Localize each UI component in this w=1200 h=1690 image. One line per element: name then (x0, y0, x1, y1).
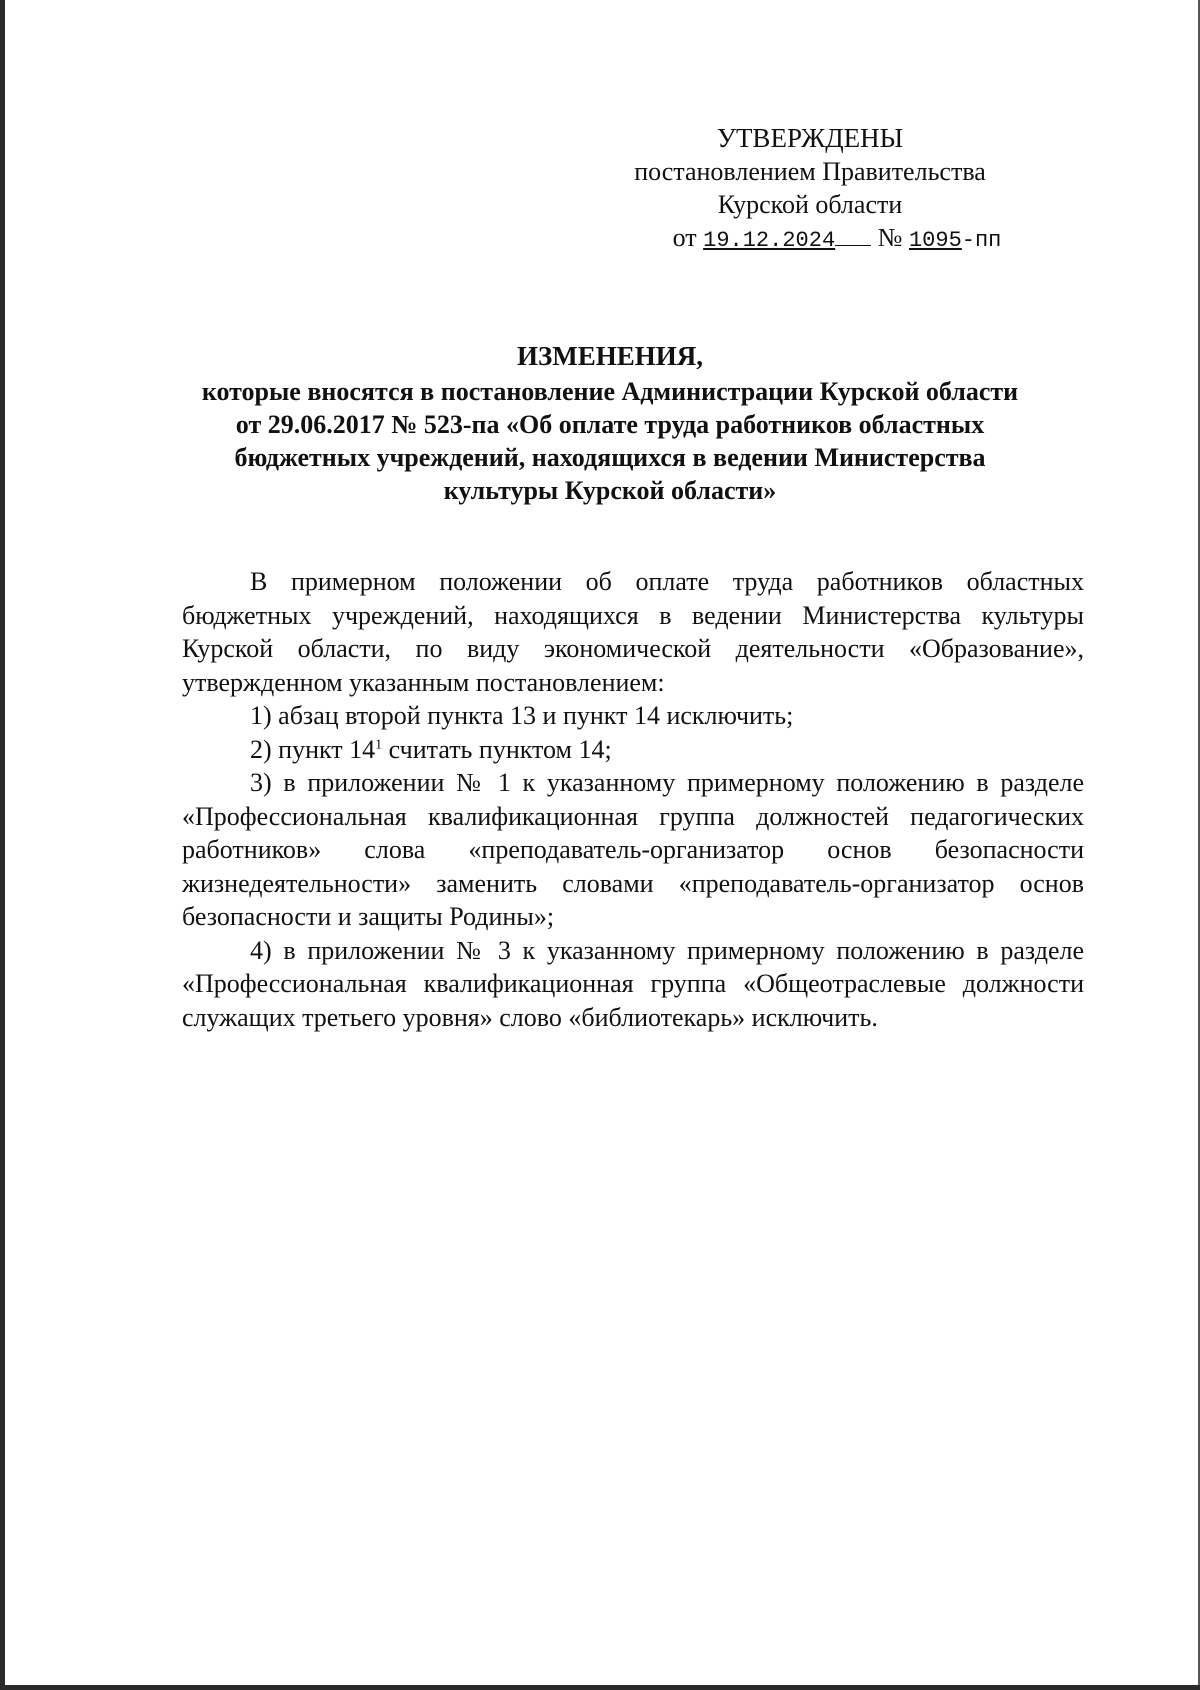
approval-stamp-block (590, 122, 1030, 257)
document-title (160, 340, 1060, 507)
paragraph-item-3: 3) в приложении № 1 к указанному примерному положению в разделе «Профессиональная квалификационная группа должностей педагогических работников» слова «преподаватель-организатор основ безопасности жизнедеятельности» заменить словами «преподаватель-организатор основ безопасности и защиты Родины»; (182, 768, 1084, 931)
title-line: которые вносятся в постановление Администрации Курской области (201, 377, 1019, 406)
title-main: ИЗМЕНЕНИЯ, (516, 341, 703, 371)
paragraph-intro: В примерном положении об оплате труда работников областных бюджетных учреждений, находящихся в ведении Министерства культуры Курской области, по виду экономической деятельности «Образование», утвержденном указанным постановлением: (182, 567, 1084, 697)
date-underline (835, 244, 871, 246)
approval-date: 19.12.2024 (703, 228, 836, 253)
approval-heading: УТВЕРЖДЕНЫ (716, 123, 904, 153)
approval-line-region: Курской области (717, 190, 903, 219)
item-2-text-start: 2) пункт 14 (250, 734, 376, 764)
scan-edge-left (0, 0, 5, 1690)
approval-number: 1095 (908, 228, 962, 253)
scan-edge-bottom (0, 1685, 1200, 1690)
title-line: от 29.06.2017 № 523-па «Об оплате труда работников областных (235, 410, 985, 439)
number-prefix: № (877, 223, 903, 252)
item-2-text-end: считать пунктом 14; (382, 734, 612, 764)
date-prefix: от (672, 223, 697, 252)
approval-date-line (590, 221, 1030, 257)
approval-number-suffix: -пп (961, 228, 1002, 253)
item-2-superscript: 1 (375, 736, 383, 752)
title-line: бюджетных учреждений, находящихся в ведении Министерства (234, 443, 986, 472)
paragraph-item-1: 1) абзац второй пункта 13 и пункт 14 исключить; (250, 701, 794, 730)
document-body (182, 565, 1084, 1034)
paragraph-item-4: 4) в приложении № 3 к указанному примерному положению в разделе «Профессиональная квалификационная группа «Общеотраслевые должности служащих третьего уровня» слово «библиотекарь» исключить. (182, 935, 1084, 1032)
paragraph-item-2 (182, 733, 1084, 767)
title-line: культуры Курской области» (443, 476, 777, 505)
approval-line-government: постановлением Правительства (634, 157, 986, 186)
